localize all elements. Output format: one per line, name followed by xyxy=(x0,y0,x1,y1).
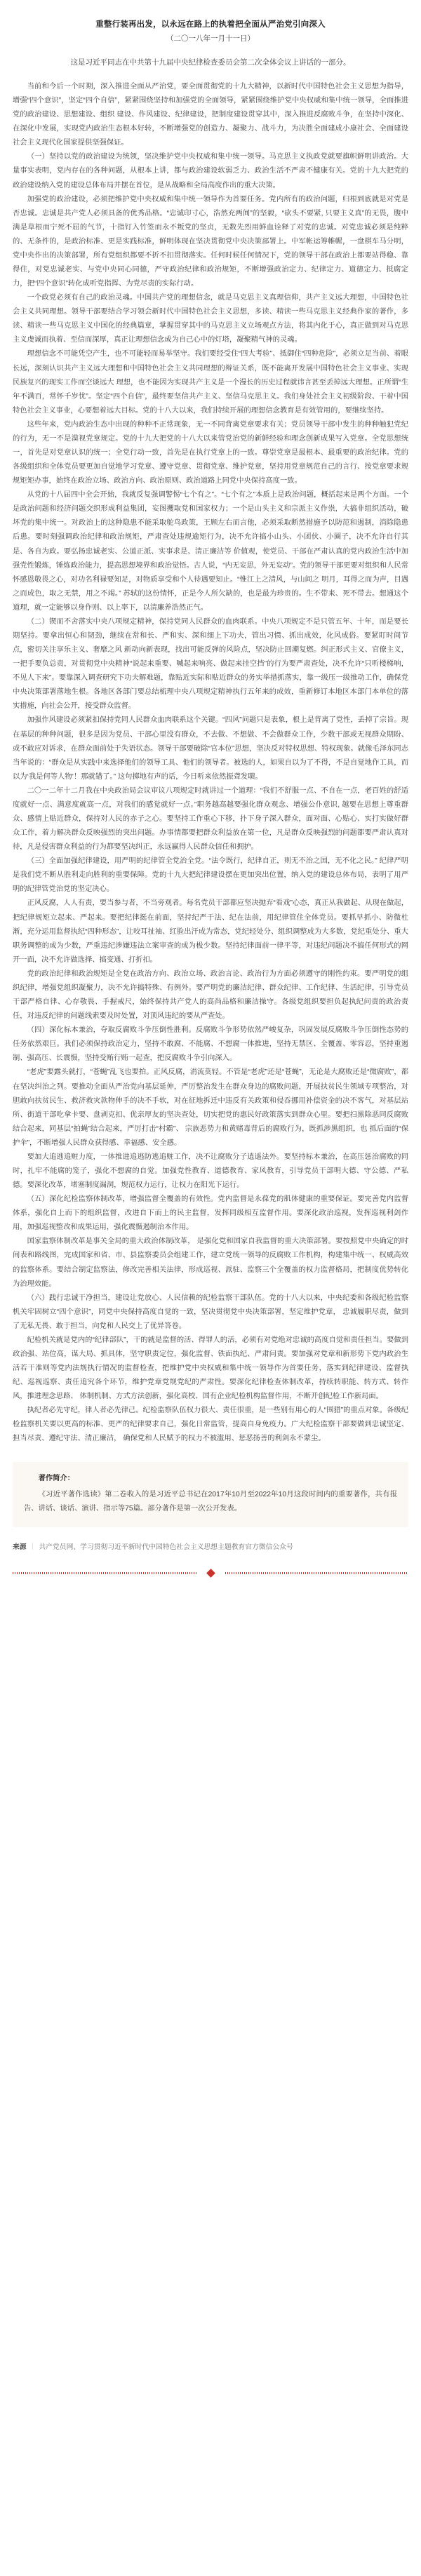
article-lede: 这是习近平同志在中共第十九届中央纪律检查委员会第二次全体会议上讲话的一部分。 xyxy=(70,58,351,67)
paragraph: 纪检机关就是党内的“纪律部队”，干的就是监督的活、得罪人的活，必须有对党绝对忠诚的高度自觉和责任担当。要做到政治强、站位高，谋大局、抓具体，坚守职责定位，强化监督、铁面执纪、严肃问责。要加强对党章和新形势下党内政治生活若干准则等党内法规执行情况的监督检查，把维护党中央权威和集中统一领导作为首要任务，落实到纪律建设、监督执纪、巡视巡察、责任追究各个环节，维护党章党规党纪的严肃性。要深化纪律检查体制改革，持续转职能、转方式、转作风，推进理念思路、 体制机制、方式方法创新，强化高校、国有企业纪检机构监督作用，不断开创纪检工作新局面。 xyxy=(13,1336,408,1401)
paragraph: “老虎”要露头就打，“苍蝇”乱飞也要拍。正风反腐，涓流莫轻。不管是“老虎”还是“苍蝇”，无论是大腐败还是“微腐败”，都在坚决纠治之列。要推动全面从严治党向基层延伸，严厉整治发生在群众身边的腐败问题，开展扶贫民生领域专项整治，对胆敢向扶贫民生、救济救灾款物伸手的决不手软，对在征地拆迁中违反有关政策和侵吞挪用补偿资金的决不客气，对基层站所、街道干部吃拿卡要、盘剥克扣、优亲厚友的坚决查处，切实把党的惠民好政策落实到群众心里。要把扫黑除恶同反腐败结合起来，同基层“拍蝇”结合起来，严厉打击“村霸”、 宗族恶势力和黄赌毒背后的腐败行为，既抓涉黑组织，也 抓后面的“保护伞”，不断增强人民群众获得感、幸福感、安全感。 xyxy=(13,1068,408,1147)
paragraph: 一个政党必须有自己的政治灵魂。中国共产党的理想信念，就是马克思主义真理信仰，共产主义远大理想，中国特色社会主义共同理想。领导干部要结合学习领会新时代中国特色社会主义思想，多读、精读一些马克思主义经典作家的著作，多读、精读一些马克思主义中国化的经典篇章，掌握贯穿其中的马克思主义立场观点方法，将其内化于心，真正做到对马克思主义虔诚而执着、至信而深厚，真正让理想信念成为自己心中的灯塔，凝聚精气神的灵魂。 xyxy=(13,294,408,344)
paragraph-section-3: （三）全面加强纪律建设，用严明的纪律管全党治全党。“法令既行，纪律自正，则无不治之国，无不化之民。” 纪律严明是我们党不断从胜利走向胜利的重要保障。党的十九大把纪律建设摆在更加突出位置，纳入党的建设总体布局，表明了用严明的纪律管党治党的坚定决心。 xyxy=(13,857,408,894)
paragraph-section-2: （二）锲而不舍落实中央八项规定精神，保持党同人民群众的血肉联系。中央八项规定不是只管五年、十年，而是要长期坚持。要拿出恒心和韧劲，继续在常和长、严和实、深和细上下功夫，管出习惯、抓出成效，化风成俗。要紧盯时间节点，密切关注享乐主义、奢靡之风 新动向新表现，找出可能反弹的风险点，坚决防止回潮复燃。纠正形式主义、官僚主义，一把手要负总责，对贯彻党中央精神“说起来重要、喊起来响亮、做起来挂空挡”的行为要严肃查处，决不允许“只听楼梯响，不见人下来”。要靠深入调查研究下功夫解难题，靠贴近实际和贴近群众的务实举措抓落实，靠一级压一级推动工作，确保党中央决策部署落地生根。各地区各部门要总结梳理中央八项规定精神执行五年来的成效，重新修订本地区本部门本单位的落实措施，向社会公开，接受群众监督。 xyxy=(13,617,408,711)
paragraph: 这些年来，党内政治生态中出现的种种不正常现象，无一不同背离党章要求有关；党员领导干部中发生的种种触犯党纪的行为，无一不是漠视党章规定。党的十九大把党的十八大以来管党治党的新鲜经验和理念创新成果写入党章。全党思想统一，首先是对党章认识的统一；全党行动一致，首先是在执行党章上的一致。尊崇党章是最根本、最重要的政治纪律。党的各级组织和全体党员要更加自觉地学习党章、遵守党章、贯彻党章、维护党章，坚持用党章规范自己的言行、按党章要求规规矩矩办事，始终在政治立场、政治方向、政治原则、政治道路上同党中央保持高度一致。 xyxy=(13,420,408,485)
paragraph: 党的政治纪律和政治规矩是全党在政治方向、政治立场、政治言论、政治行为方面必须遵守的刚性约束。要严明党的组织纪律，增强党组织凝聚力，决不允许搞特殊、有例外。要严明党的廉洁纪律、群众纪律、工作纪律、生活纪律，引导党员干部严格自律、心存敬畏、手握戒尺，始终保持共产党人的高尚品格和廉洁操守。各级党组织要担负起执纪问责的政治责任，对违反纪律的问题线索要及时处置，对顶风违纪的要从严查处。 xyxy=(13,970,408,1021)
bottom-spacer xyxy=(0,1581,421,1608)
paragraph: 二〇一二年十二月我在中央政治局会议审议八项规定时就讲过一个道理：“我们不舒服一点、不自在一点，老百姓的舒适度就好一点、满意度就高一点，对我们的感觉就好一点。”职务越高越要强化群众观念、增强公仆意识, 越要在思想上尊重群众、感情上贴近群众，保持对人民的赤子之心。要坚持工作重心下移，扑下身子深入群众，面对面、心贴心、实打实做好群众工作，着力解决群众反映强烈的突出问题。办事情都要把群众利益放在第一位，凡是群众反映强烈的问题都要严肃认真对待，凡是侵害群众利益的行为都要坚决纠正，永远赢得人民群众信任和拥护。 xyxy=(13,786,408,852)
document-date: （二〇一八年一月十一日） xyxy=(166,34,255,43)
paragraph: 当前和今后一个时期，深入推进全面从严治党，要全面贯彻党的十九大精神，以新时代中国特色社会主义思想为指导，增强“四个意识”，坚定“四个自信”，紧紧围绕坚持和加强党的全面领导，紧紧围绕维护党中央权威和集中统一领导，全面推进党的政治建设、思想建设、组织 建设、作风建设、纪律建设，把制度建设贯穿其中，深入推进反腐败斗争，在坚持中深化、在深化中发展，实现党内政治生态根本好转，不断增强党的创造力、凝聚力、战斗力，为决胜全面建成小康社会、全面建设社会主义现代化国家提供坚强保证。 xyxy=(13,82,408,147)
paragraph-section-6: （六）践行忠诚干净担当，建设让党放心、人民信赖的纪检监察干部队伍。党的十八大以来，中央纪委和各级纪检监察机关牢固树立“四个意识”，同党中央保持高度自觉的一致，坚决贯彻党中央决策部署，坚定维护党章， 忠诚履职尽责，做到了无私无畏、敢于担当，向党和人民交上了优异答卷。 xyxy=(13,1294,408,1330)
paragraph: 理想信念不可能凭空产生，也不可能轻而易举坚守。我们要经受住“四大考验”、抵御住“四种危险”，必须立足当前、着眼长远，深刻认识共产主义远大理想和中国特色社会主义共同理想的辩证关系，既不能离开发展中国特色社会主义事业、实现民族复兴的现实工作而空谈远大 理想，也不能因为实现共产主义是一个漫长的历史过程就讳言甚至丢掉远大理想。正所谓“生年不满百，常怀千岁忧”。坚定“四个自信”，最终要坚信共产主义、坚信马克思主义。我们身处社会主义初级阶段、干着中国特色社会主义事业，心要想着远大目标。党的十八大以来，我们持续开展的理想信念教育是有效管用的，要继续坚持。 xyxy=(13,350,408,415)
book-intro-title: 著作简介： xyxy=(38,1474,75,1482)
source-text: 共产党员网、学习贯彻习近平新时代中国特色社会主义思想主题教育官方微信公众号 xyxy=(39,1543,293,1552)
divider-rule-left xyxy=(13,1572,196,1574)
paragraph: 加强党的政治建设，必须把维护党中央权威和集中统一领导作为首要任务。党内所有的政治问题，归根到底就是对党是否忠诚。忠诚是共产党人必须具备的优秀品格。“忠诚印寸心，浩然充两间”的坚毅，“砍头不要紧, 只要主义真”的无畏，腹中满是草根而宁死不屈的气节，十指钉入竹签而永不叛党的坚贞，无数先烈用鲜血诠释了对党的忠诚。对党忠诚必须是纯粹的、无条件的，是政治标准、更是实践标准，鲜明体现在坚决贯彻党中央决策部署上。中军帐运筹帷幄，一盘棋车马分明，党中央作出的决策部署，所有党组织都要不折不扣贯彻落实。任何时候任何情况下，党的领导干部在政治上都要站得稳、靠得住，对党忠诚老实、与党中央同心同德，严守政治纪律和政治规矩，不断增强政治定力、纪律定力、道德定力、抵腐定力，把“四个意识”转化成听党指挥、为党尽责的实际行动。 xyxy=(13,195,408,288)
book-intro-text: 《习近平著作选读》第二卷收入的是习近平总书记在2017年10月至2022年10月这段时间内的重要著作，共有报告、讲话、谈话、演讲、指示等75篇。部分著作是第一次公开发表。 xyxy=(24,1491,397,1513)
paragraph: 要加大追逃追赃力度，一体推进追逃防逃追赃工作，决不让腐败分子逍遥法外。要坚持标本兼治，在高压惩治腐败的同时，扎牢不能腐的笼子，强化不想腐的自觉。加强党性教育、道德教育、家风教育，引导党员干部明大德、守公德、严私德。要深化改革，堵塞制度漏洞，规范权力运行，让权力在阳光下运行。 xyxy=(13,1153,408,1190)
source-label: 来源 xyxy=(13,1543,27,1552)
paragraph: 执纪者必先守纪，律人者必先律己。纪检监察队伍权力很大、责任很重，是一些别有用心的人“围猎”的重点对象。各级纪检监察机关要以更高的标准、更严的纪律要求自己，强化日常监管，提高自身免疫力。广大纪检监察干部要做到忠诚坚定、担当尽责、遵纪守法、清正廉洁， 确保党和人民赋予的权力不被滥用、惩恶扬善的利剑永不蒙尘。 xyxy=(13,1407,408,1443)
divider-rule-right xyxy=(225,1572,409,1574)
paragraph: 加强作风建设必须紧扣保持党同人民群众血肉联系这个关键。“四风”问题只是表象，根上是背离了党性，丢掉了宗旨。现在基层的种种问题，很多是因为党员、干部心里没有群众，不去做、不想做、不会做群众工作，少数干部或无视群众期盼、或不敢应对诉求，在群众面前处于失语状态。领导干部要破除“官本位”思想，坚决反对特权思想、特权现象。就像毛泽东同志当年说的：“群众是从实践中来选择他们的领导工具、他们的领导者。被选的人，如果自以为了不得，不是自觉地作工具，而以为‘我是何等人物’！那就错了。” 这句掷地有声的话，今日听来依然振聋发聩。 xyxy=(13,716,408,781)
paragraph: 正风反腐，人人有责，要当参与者，不当旁观者。每名党员干部都应坚决抛弃“看戏”心态，真正从我做起、从现在做起，把纪律规矩立起来、严起来。要把纪律挺在前面，坚持纪严于法、纪在法前，用纪律管住全体党员。要抓早抓小、防微杜渐，充分运用监督执纪“四种形态”，让咬耳扯袖、红脸出汗成为常态，党纪轻处分、组织调整成为大多数，党纪重处分、重大职务调整的成为少数，严重违纪涉嫌违法立案审查的成为极少数。坚持纪律面前一律平等，对违纪问题决不搞任何形式的网开一面，决不允许做选择、搞变通、打折扣。 xyxy=(13,899,408,964)
paragraph: 从党的十八届四中全会开始，我就反复强调警惕“七个有之”。“七个有之”本质上是政治问题，概括起来是两个方面。一个是政治问题和经济问题交织形成利益集团，妄图攫取党和国家权力；一个是山头主义和宗派主义作祟，大搞非组织活动，破坏党的集中统一。对政治上的这种隐患不能采取鸵鸟政策，王顾左右而言他，必须采取断然措施予以防范和遏制，消除隐患后患。要时刻强调政治纪律和政治规矩，严肃查处违规逾矩行为，决不允许搞小山头、小团伙、小圈子，决不允许自行其是、各自为政。要弘扬忠诚老实、公道正派、实事求是、清正廉洁等 价值观，使党员、干部在严肃认真的党内政治生活中加强党性锻炼，锤炼政治能力，提高思想境界和政治觉悟。古人说，“内无妄思，外无妄动”。党的领导干部更要对组织和人民常怀感恩敬畏之心，对功名利禄要知足，对物质享受和个人待遇要知止。“惟江上之清风，与山间之 明月，耳得之而为声，目遇之而成色，取之无禁，用之不竭。” 苏轼的这份情怀，正是今人所欠缺的，也是最为珍贵的。生不带来、死不带去。想通这个道理，就一定能够以身作则、以上率下，以清廉养浩然正气。 xyxy=(13,491,408,612)
decorative-divider xyxy=(13,1566,408,1581)
paragraph-section-1: （一）坚持以党的政治建设为统领，坚决维护党中央权威和集中统一领导。马克思主义执政党就要旗帜鲜明讲政治。大量事实表明，党内存在的各种问题，从根本上讲，都与政治建设软弱乏力、政治生活不严肃不健康有关。党的十九大把党的政治建设纳入党的建设总体布局并摆在首位，是从战略和全局高度作出的重大决策。 xyxy=(13,153,408,189)
source-separator: ｜ xyxy=(29,1543,36,1552)
paragraph-section-4: （四）深化标本兼治，夺取反腐败斗争压倒性胜利。反腐败斗争形势依然严峻复杂，巩固发展反腐败斗争压倒性态势的任务依然艰巨。我们必须保持政治定力，坚持不敢腐、不能腐、不想腐一体推进，坚持无禁区、全覆盖、零容忍，坚持重遏制、强高压、长震慑，坚持受贿行贿一起查，把反腐败斗争引向深入。 xyxy=(13,1026,408,1063)
diamond-icon xyxy=(206,1569,215,1578)
book-intro-box xyxy=(13,1462,408,1528)
source-attribution xyxy=(13,1541,408,1555)
page-title: 重整行装再出发，以永远在路上的执着把全面从严治党引向深入 xyxy=(95,20,326,29)
paragraph-section-5: （五）深化纪检监察体制改革，增强监督全覆盖的有效性。党内监督是永葆党的肌体健康的重要保证。要完善党内监督体系，强化自上而下的组织监督，改进自下而上的民主监督，发挥同级相互监督作用。要深化政治巡视，发挥巡视利剑作用，加强巡视整改和成果运用，强化震慑遏制治本作用。 xyxy=(13,1195,408,1232)
paragraph: 国家监察体制改革是事关全局的重大政治体制改革， 是强化党和国家自我监督的重大决策部署。要按照党中央确定的时间表和路线图，完成国家和省、市、县监察委员会组建工作，建立党统一领导的反腐败工作机构，构建集中统一、权威高效的监察体系。要结合制定监察法，修改完善相关法律，形成巡视、派驻、监察三个全覆盖的权力监督格局，把制度优势转化为治理效能。 xyxy=(13,1237,408,1288)
